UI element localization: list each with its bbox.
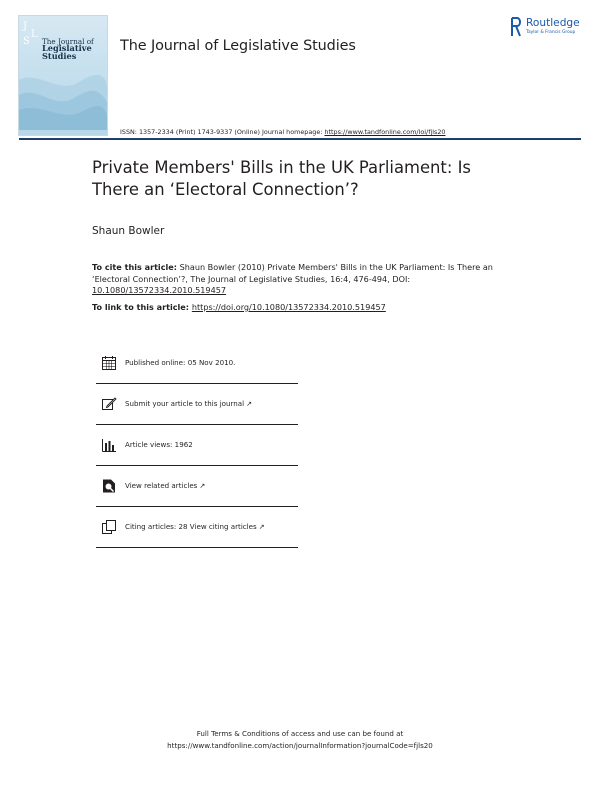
- citing-articles-icon: [101, 519, 117, 535]
- article-link-line: [92, 302, 386, 312]
- submit-article-link[interactable]: Submit your article to this journal ↗: [125, 399, 252, 408]
- cite-label: To cite this article:: [92, 262, 178, 272]
- citation-block: [92, 262, 512, 297]
- submit-row[interactable]: [96, 384, 298, 425]
- terms-text: Full Terms & Conditions of access and use can be found at: [196, 729, 404, 738]
- calendar-icon: [101, 355, 117, 371]
- citing-row[interactable]: [96, 507, 298, 548]
- article-title: Private Members' Bills in the UK Parliament: Is There an ‘Electoral Connection’?: [92, 158, 471, 199]
- cite-text: Shaun Bowler (2010) Private Members' Bills in the UK Parliament: Is There an ‘Electoral Connection’?, The Journal of Legislative Studies, 16:4, 476-494, DOI:: [92, 262, 493, 284]
- cover-title: The Journal of Legislative Studies: [42, 37, 94, 61]
- publisher-name: Routledge: [526, 17, 580, 29]
- header-divider: [19, 138, 581, 140]
- edit-icon: [101, 396, 117, 412]
- publisher-tagline: Taylor & Francis Group: [526, 30, 576, 35]
- svg-text:S: S: [23, 36, 30, 45]
- routledge-r-icon: [510, 17, 522, 37]
- publisher-logo: [508, 16, 588, 40]
- journal-title: The Journal of Legislative Studies: [120, 38, 356, 54]
- related-row[interactable]: [96, 466, 298, 507]
- view-related-articles-link[interactable]: View related articles ↗: [125, 481, 206, 490]
- svg-text:L: L: [31, 29, 38, 40]
- article-doi-url-link[interactable]: https://doi.org/10.1080/13572334.2010.519457: [191, 302, 386, 312]
- related-articles-icon: [101, 478, 117, 494]
- doi-link[interactable]: 10.1080/13572334.2010.519457: [92, 285, 227, 295]
- journal-cover-image: [19, 16, 107, 135]
- article-views-text: Article views: 1962: [125, 440, 193, 449]
- cover-artwork: [19, 60, 107, 130]
- external-link-icon: ↗: [199, 482, 206, 490]
- journal-homepage-link[interactable]: https://www.tandfonline.com/loi/fjls20: [324, 128, 446, 136]
- link-label: To link to this article:: [92, 302, 192, 312]
- issn-text: ISSN: 1357-2334 (Print) 1743-9337 (Online) Journal homepage:: [120, 128, 325, 136]
- views-row: [96, 425, 298, 466]
- bar-chart-icon: [101, 437, 117, 453]
- external-link-icon: ↗: [246, 400, 252, 408]
- terms-footer: [0, 728, 600, 751]
- svg-text:J: J: [23, 21, 28, 32]
- view-citing-articles-link[interactable]: Citing articles: 28 View citing articles ↗: [125, 522, 265, 531]
- article-author: Shaun Bowler: [92, 225, 165, 237]
- published-row: [96, 343, 298, 384]
- issn-line: [120, 128, 445, 136]
- external-link-icon: ↗: [258, 523, 265, 531]
- journal-logo-icon: [22, 19, 44, 45]
- published-date-text: Published online: 05 Nov 2010.: [125, 358, 236, 367]
- terms-url-link[interactable]: https://www.tandfonline.com/action/journalInformation?journalCode=fjls20: [167, 740, 433, 750]
